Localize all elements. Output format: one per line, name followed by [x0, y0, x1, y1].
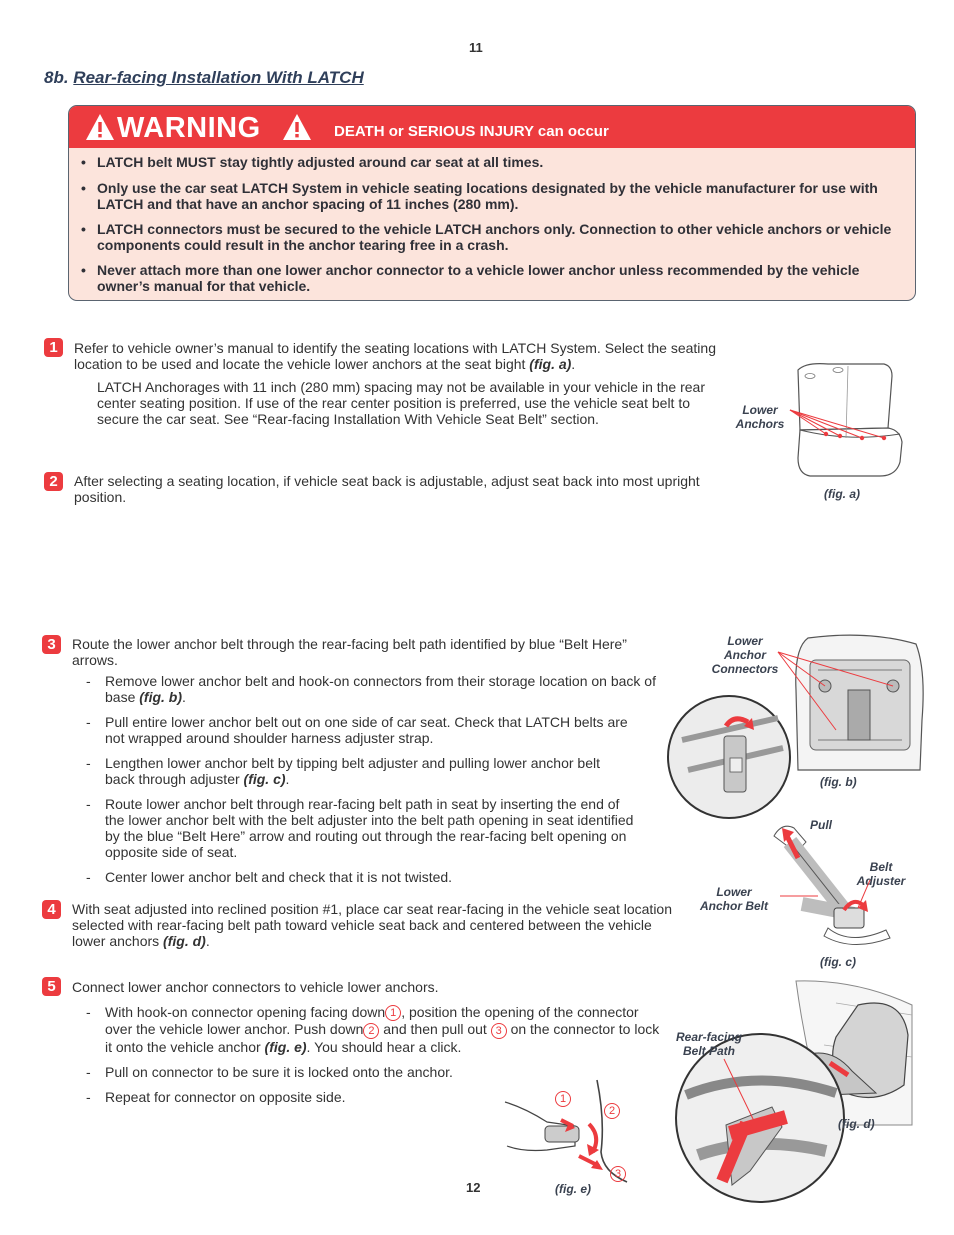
- sub-text: Lengthen lower anchor belt by tipping belt adjuster and pulling lower anchor belt back through adjuster: [105, 755, 600, 787]
- step-3-text: Route the lower anchor belt through the rear-facing belt path identified by blue “Belt Here” arrows.: [72, 636, 627, 668]
- fig-c-pull-label: Pull: [810, 818, 833, 832]
- fig-ref: (fig. a): [529, 356, 572, 372]
- step-1-note: LATCH Anchorages with 11 inch (280 mm) spacing may not be available in your vehicle in the rear center seating position. If use of the rear center position is preferred, use the vehicle seat belt to secure the car seat. See “Rear-facing Installation With Vehicle Seat Belt” section.: [97, 379, 706, 427]
- fig-ref: (fig. c): [243, 771, 286, 787]
- fig-b-caption: (fig. b): [820, 775, 857, 789]
- section-heading: Rear-facing Installation With LATCH: [73, 68, 364, 87]
- sub-text: Remove lower anchor belt and hook-on connectors from their storage location on back of base: [105, 673, 656, 705]
- warning-triangle-icon: [282, 113, 312, 141]
- fig-e-step-circle: 3: [610, 1166, 626, 1182]
- step-number-circle: 1: [385, 1005, 401, 1021]
- step-4-badge: 4: [42, 900, 61, 919]
- label-line: Rear-facing: [675, 1030, 743, 1044]
- fig-c-belt-label: [690, 885, 778, 913]
- fig-e-step-circle: 1: [555, 1091, 571, 1107]
- sub-text: With hook-on connector opening facing down: [105, 1004, 386, 1020]
- fig-c-caption: (fig. c): [820, 955, 856, 969]
- warning-triangle-icon: [85, 113, 115, 141]
- label-line: Belt Path: [682, 1044, 735, 1058]
- fig-ref: (fig. e): [264, 1038, 307, 1055]
- step-2-badge: 2: [44, 472, 63, 491]
- punct: .: [285, 771, 290, 787]
- label-line: Anchor Belt: [699, 899, 768, 913]
- punct: .: [571, 356, 576, 372]
- warning-word: WARNING: [117, 112, 261, 144]
- label-line: Belt: [869, 860, 893, 874]
- step-1-text: [74, 340, 724, 372]
- fig-e-step-circle: 2: [604, 1103, 620, 1119]
- fig-d-label: [668, 1030, 750, 1058]
- warning-item: • LATCH connectors must be secured to the vehicle LATCH anchors only. Connection to other vehicle anchors or vehicle components could result in the anchor tearing free in a crash.: [81, 221, 901, 253]
- sub-text: , position the opening of the connector over the vehicle lower anchor. Push down: [105, 1004, 639, 1038]
- step-5-sub-item: - Pull on connector to be sure it is locked onto the anchor.: [72, 1064, 662, 1080]
- step-5-text: Connect lower anchor connectors to vehicle lower anchors.: [72, 979, 439, 995]
- fig-e-caption: (fig. e): [555, 1182, 591, 1196]
- step-2-text: After selecting a seating location, if vehicle seat back is adjustable, adjust seat back into most upright position.: [74, 473, 700, 505]
- step-3-sub-item: - Route lower anchor belt through rear-facing belt path in seat by inserting the end of the lower anchor belt with the belt adjuster into the belt path opening in seat identified by the blue “Belt Here” arrow and routing out through the rear-facing belt opening on opposite side of seat.: [72, 796, 672, 860]
- label-line: Lower: [742, 403, 778, 417]
- section-number: 8b.: [44, 68, 69, 87]
- fig-a-caption: (fig. a): [824, 487, 860, 501]
- sub-text: and then pull out: [379, 1021, 491, 1038]
- step-3-sub-item: [72, 755, 672, 787]
- warning-list: [81, 154, 901, 301]
- fig-c-belt-adjuster-illustration: [768, 818, 908, 953]
- label-line: Anchors: [735, 417, 785, 431]
- fig-d-caption: (fig. d): [838, 1117, 875, 1131]
- step-4-text: [72, 901, 678, 949]
- step-1-badge: 1: [44, 338, 63, 357]
- sub-text: . You should hear a click.: [306, 1038, 462, 1055]
- fig-a-label: [728, 403, 792, 431]
- punct: .: [205, 933, 210, 949]
- section-title: [44, 68, 364, 88]
- warning-item: • Only use the car seat LATCH System in vehicle seating locations designated by the vehicle manufacturer for use with LATCH and that have an anchor spacing of 11 inches (280 mm).: [81, 180, 901, 212]
- punct: .: [182, 689, 186, 705]
- fig-d-installed-seat-illustration: [676, 975, 918, 1207]
- step-3-sublist: [72, 673, 672, 894]
- step-3-sub-item: - Pull entire lower anchor belt out on one side of car seat. Check that LATCH belts are not wrapped around shoulder harness adjuster strap.: [72, 714, 672, 746]
- sub-text: on the connector to lock it onto the vehicle anchor: [105, 1021, 660, 1055]
- step-5-sub-item: - Repeat for connector on opposite side.: [72, 1089, 662, 1105]
- step-5-badge: 5: [42, 977, 61, 996]
- fig-ref: (fig. d): [163, 933, 206, 949]
- step-1-body: Refer to vehicle owner’s manual to identify the seating locations with LATCH System. Select the seating location to be used and locate the vehicle lower anchors at the seat bight: [74, 340, 716, 372]
- page-number-top: 11: [469, 40, 483, 55]
- warning-header: [69, 106, 915, 148]
- step-5-sub-item: [72, 1004, 662, 1055]
- step-3-sub-item: [72, 673, 672, 705]
- warning-item: • LATCH belt MUST stay tightly adjusted around car seat at all times.: [81, 154, 901, 170]
- fig-a-vehicle-seat-illustration: [788, 358, 906, 488]
- warning-box: [68, 105, 916, 301]
- step-number-circle: 2: [363, 1023, 379, 1039]
- fig-ref: (fig. b): [139, 689, 183, 705]
- label-line: Anchor: [724, 648, 766, 662]
- warning-item: • Never attach more than one lower anchor connector to a vehicle lower anchor unless recommended by the vehicle owner’s manual for that vehicle.: [81, 262, 901, 294]
- label-line: Adjuster: [856, 874, 906, 888]
- step-number-circle: 3: [491, 1023, 507, 1039]
- step-4-body: With seat adjusted into reclined position #1, place car seat rear-facing in the vehicle seat location selected with rear-facing belt path toward vehicle seat back and centered between the vehicle lower anchors: [72, 901, 673, 949]
- label-line: Lower: [716, 885, 752, 899]
- step-3-badge: 3: [42, 635, 61, 654]
- page-number-bottom: 12: [466, 1180, 481, 1195]
- label-line: Lower: [727, 634, 763, 648]
- label-line: Connectors: [711, 662, 779, 676]
- warning-subtitle: DEATH or SERIOUS INJURY can occur: [334, 123, 609, 140]
- fig-b-car-seat-base-illustration: [668, 630, 928, 825]
- step-3-sub-item: - Center lower anchor belt and check that it is not twisted.: [72, 869, 672, 885]
